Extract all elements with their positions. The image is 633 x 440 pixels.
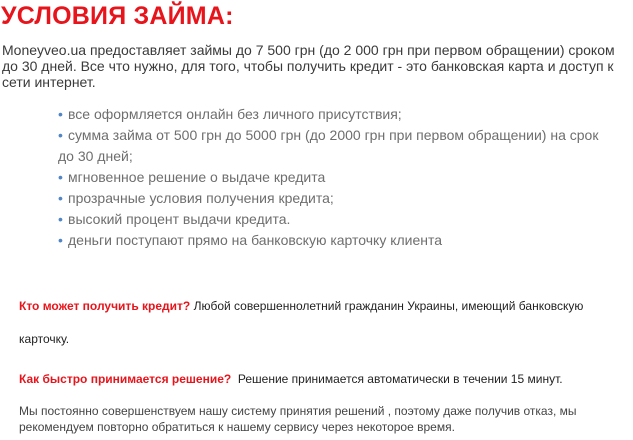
- feature-item: [58, 230, 618, 251]
- bullet-icon: •: [58, 190, 63, 206]
- closing-note: Мы постоянно совершенствуем нашу систему принятия решений , поэтому даже получив отказ, мы рекомендуем повторно обратиться к нашему сервису через некоторое время.: [19, 404, 577, 434]
- feature-text: прозрачные условия получения кредита;: [68, 190, 334, 206]
- bullet-icon: •: [58, 106, 63, 122]
- feature-item: [58, 209, 618, 230]
- intro-paragraph: Moneyveo.ua предоставляет займы до 7 500 грн (до 2 000 грн при первом обращении) сроком до 30 дней. Все что нужно, для того, чтобы получить кредит - это банковская карта и доступ к сети интернет.: [2, 42, 615, 90]
- bullet-icon: •: [58, 169, 63, 185]
- faq-question: Кто может получить кредит?: [19, 299, 191, 313]
- faq-decision-speed: [19, 371, 599, 387]
- feature-item: [58, 167, 618, 188]
- faq-answer: Любой совершеннолетний гражданин Украины, имеющий банковскую карточку.: [19, 299, 584, 346]
- feature-item-continuation: [58, 146, 618, 167]
- faq-answer: Решение принимается автоматически в течении 15 минут.: [231, 372, 563, 386]
- faq-question: Как быстро принимается решение?: [19, 372, 232, 386]
- feature-item: [58, 125, 618, 146]
- feature-text: до 30 дней;: [58, 148, 133, 164]
- feature-text: высокий процент выдачи кредита.: [68, 211, 291, 227]
- feature-text: все оформляется онлайн без личного присутствия;: [68, 106, 402, 122]
- bullet-icon: •: [58, 211, 63, 227]
- bullet-icon: •: [58, 232, 63, 248]
- faq-who-can-borrow: [19, 290, 599, 356]
- bullet-icon: •: [58, 127, 63, 143]
- feature-item: [58, 188, 618, 209]
- feature-item: [58, 104, 618, 125]
- feature-text: мгновенное решение о выдаче кредита: [68, 169, 326, 185]
- page-heading: УСЛОВИЯ ЗАЙМА:: [1, 2, 234, 30]
- feature-text: деньги поступают прямо на банковскую карточку клиента: [68, 232, 443, 248]
- feature-text: сумма займа от 500 грн до 5000 грн (до 2000 грн при первом обращении) на срок: [68, 127, 599, 143]
- features-list: [58, 104, 618, 251]
